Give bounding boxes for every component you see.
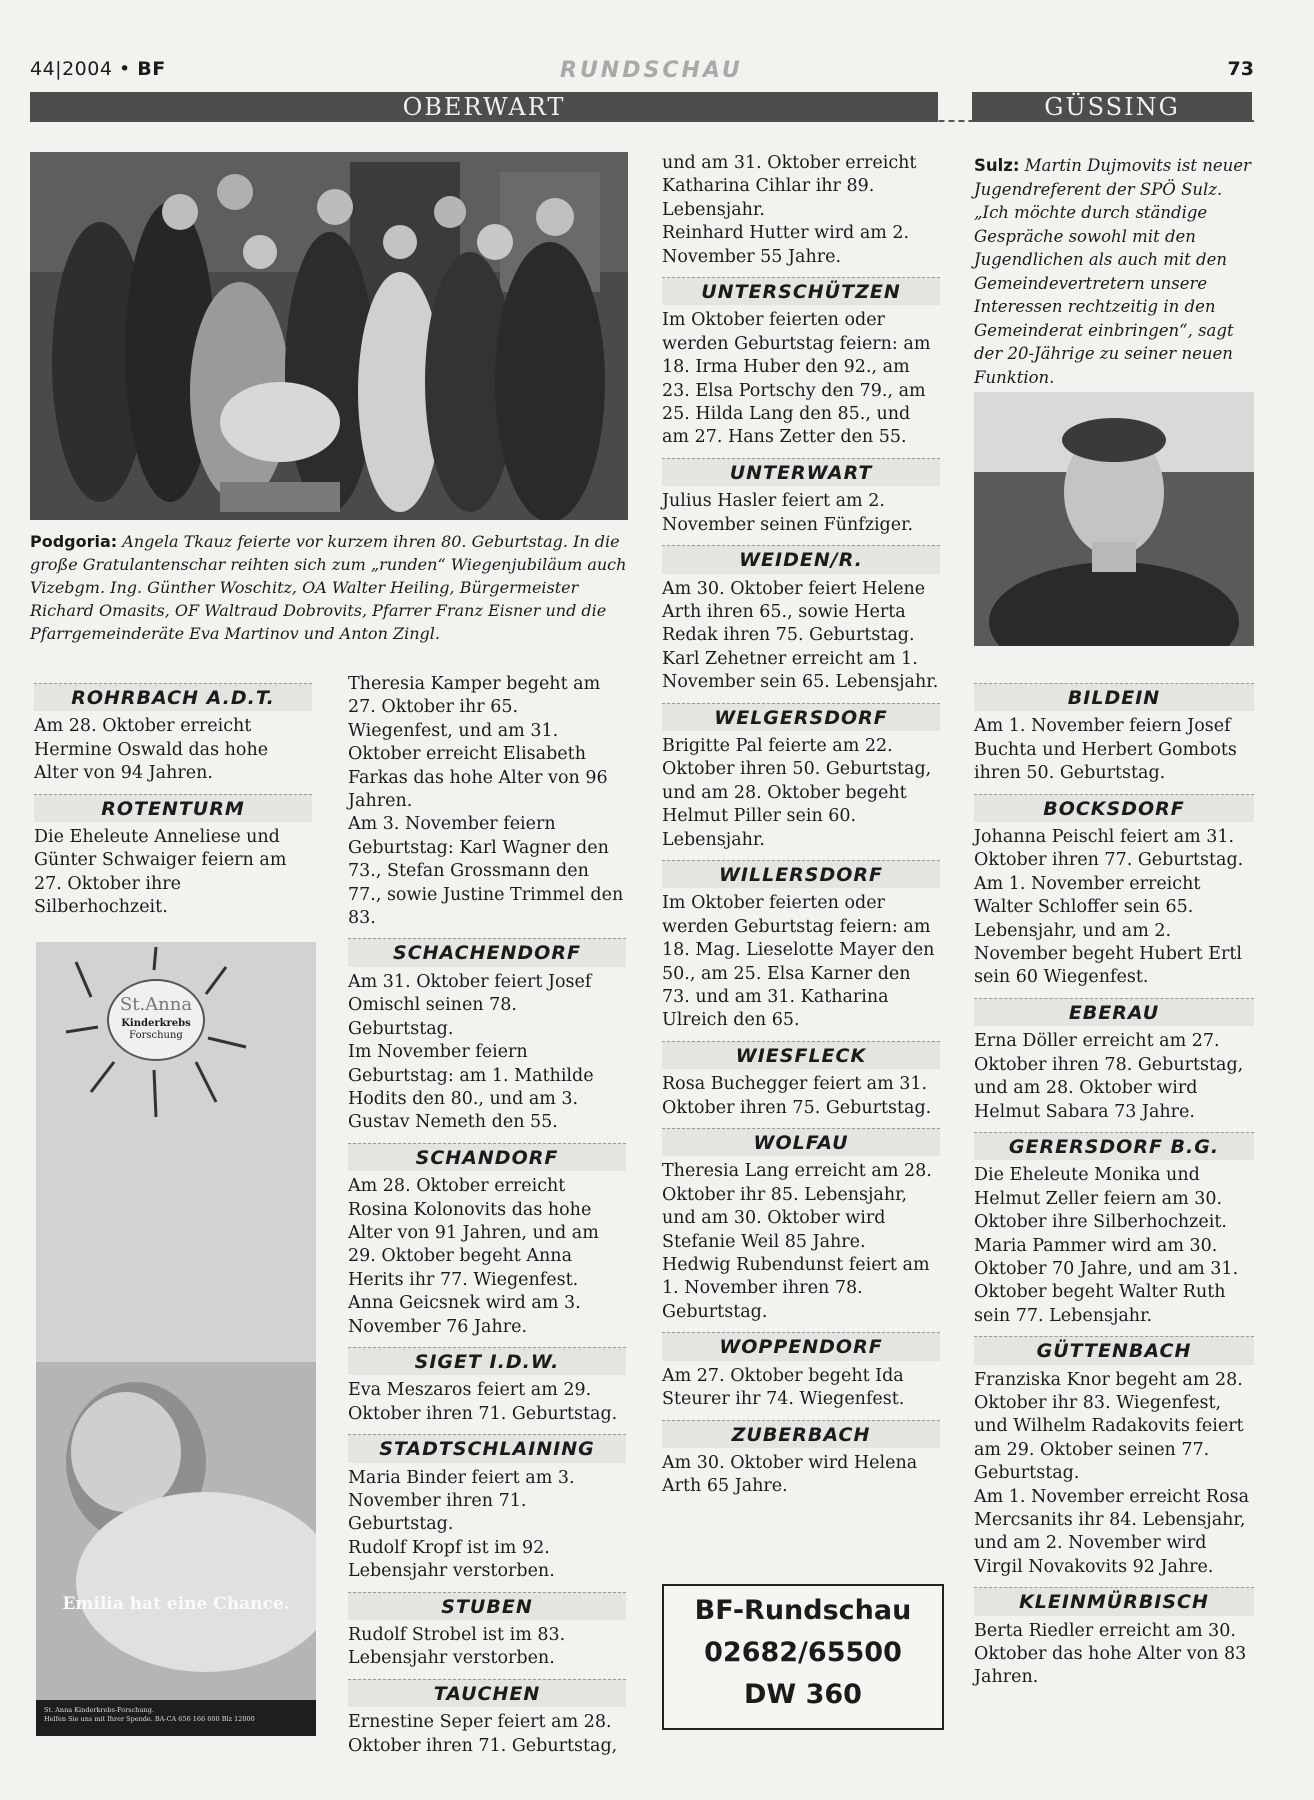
place-text: Am 30. Oktober feiert Helene Arth ihren 65., sowie Herta Redak ihren 75. Geburtstag. [662, 578, 926, 646]
place-text: Am 28. Oktober erreicht Rosina Kolonovits das hohe Alter von 91 Jahren, und am 29. Oktober begeht Anna Herits ihr 77. Wiegenfest. [348, 1176, 599, 1290]
place-heading: BOCKSDORF [974, 794, 1254, 822]
place-heading: EBERAU [974, 998, 1254, 1026]
place-text: Die Eheleute Anneliese und Günter Schwaiger feiern am 27. Oktober ihre Silberhochzeit. [34, 827, 287, 918]
place-text: Franziska Knor begeht am 28. Oktober ihr 83. Wiegenfest, und Wilhelm Radakovits feiert am 29. Oktober seinen 77. Geburtstag. [974, 1369, 1244, 1484]
section-oberwart: OBERWART [30, 92, 938, 122]
place-text: Maria Binder feiert am 3. November ihren 71. Geburtstag. [348, 1467, 575, 1535]
charity-advertisement [36, 942, 316, 1736]
place-heading: ZUBERBACH [662, 1420, 940, 1448]
place-text-2: Karl Zehetner erreicht am 1. November sein 65. Lebensjahr. [662, 648, 939, 693]
portrait-image [974, 392, 1254, 646]
ad-logo-text: St.Anna [119, 994, 193, 1015]
place-text: Die Eheleute Monika und Helmut Zeller feiern am 30. Oktober ihre Silberhochzeit. [974, 1165, 1227, 1233]
ad-image [36, 942, 316, 1736]
place-heading: WELGERSDORF [662, 703, 940, 731]
place-heading: UNTERSCHÜTZEN [662, 277, 940, 305]
rubric-title: RUNDSCHAU [560, 58, 743, 83]
place-heading: KLEINMÜRBISCH [974, 1587, 1254, 1615]
place-heading: SIGET I.D.W. [348, 1347, 626, 1375]
contact-title: BF-Rundschau [694, 1595, 912, 1626]
group-photo-image [30, 152, 628, 520]
place-text: Erna Döller erreicht am 27. Oktober ihren 78. Geburtstag, und am 28. Oktober wird Helmut Sabara 73 Jahre. [974, 1031, 1244, 1122]
caption-text: Angela Tkauz feierte vor kurzem ihren 80. Geburtstag. In die große Gratulantenschar reihten sich zum „runden“ Wiegenjubiläum auch Vizebgm. Ing. Günther Woschitz, OA Walter Heiling, Bürgermeister Richard Omasits, OF Waltraud Dobrovits, Pfarrer Franz Eisner und die Pfarrgemeinderäte Eva Martinov und Anton Zingl. [30, 532, 627, 643]
column-1 [34, 675, 312, 920]
place-text: Julius Hasler feiert am 2. November seinen Fünfziger. [662, 491, 914, 535]
place-heading: WEIDEN/R. [662, 545, 940, 573]
header-bullet: • [118, 58, 131, 80]
ad-logo-sub2: Forschung [129, 1030, 183, 1041]
caption-place: Podgoria: [30, 532, 118, 551]
place-heading: STADTSCHLAINING [348, 1434, 626, 1462]
place-heading: TAUCHEN [348, 1679, 626, 1707]
page-header [30, 58, 1254, 86]
place-text: Ernestine Seper feiert am 28. Oktober ihren 71. Geburtstag, [348, 1712, 618, 1756]
place-text: Am 28. Oktober erreicht Hermine Oswald das hohe Alter von 94 Jahren. [34, 716, 269, 784]
continued-text: und am 31. Oktober erreicht Katharina Cihlar ihr 89. Lebensjahr. [662, 153, 917, 220]
contact-extension: DW 360 [744, 1679, 862, 1710]
ad-slogan: Emilia hat eine Chance. [62, 1594, 290, 1614]
place-text: Berta Riedler erreicht am 30. Oktober das hohe Alter von 83 Jahren. [974, 1620, 1247, 1688]
place-text-2: Am 1. November erreicht Rosa Mercsanits ihr 84. Lebensjahr, und am 2. November wird Virgil Novakovits 92 Jahre. [974, 1486, 1250, 1577]
place-text: Theresia Lang erreicht am 28. Oktober ihr 85. Lebensjahr, und am 30. Oktober wird Stefanie Weil 85 Jahre. [662, 1161, 932, 1252]
place-text: Im Oktober feierten oder werden Geburtstag feiern: am 18. Irma Huber den 92., am 23. Elsa Portschy den 79., am 25. Hilda Lang den 85., und am 27. Hans Zetter den 55. [662, 310, 931, 448]
column-4 [974, 675, 1254, 1690]
place-heading: SCHACHENDORF [348, 938, 626, 966]
ad-fineprint-1: St. Anna Kinderkrebs-Forschung. [44, 1706, 154, 1714]
place-heading: WIESFLECK [662, 1041, 940, 1069]
place-text: Rosa Buchegger feiert am 31. Oktober ihren 75. Geburtstag. [662, 1074, 932, 1118]
publication-name: BF [137, 58, 166, 80]
photo1-caption [30, 530, 628, 645]
place-heading: GERERSDORF B.G. [974, 1132, 1254, 1160]
place-text: Johanna Peischl feiert am 31. Oktober ihren 77. Geburtstag. [974, 827, 1244, 871]
ad-logo-sub1: Kinderkrebs [121, 1018, 191, 1029]
contact-phone: 02682/65500 [704, 1637, 902, 1668]
continued-text: Theresia Kamper begeht am 27. Oktober ihr 65. Wiegenfest, und am 31. Oktober erreicht Elisabeth Farkas das hohe Alter von 96 Jahren. [348, 674, 608, 812]
portrait-photo [974, 392, 1254, 646]
place-text: Eva Meszaros feiert am 29. Oktober ihren 71. Geburtstag. [348, 1380, 618, 1424]
place-text: Am 31. Oktober feiert Josef Omischl seinen 78. Geburtstag. [348, 971, 592, 1039]
place-heading: UNTERWART [662, 458, 940, 486]
group-photo [30, 152, 628, 520]
place-text-2: Maria Pammer wird am 30. Oktober 70 Jahre, und am 31. Oktober begeht Walter Ruth sein 77. Lebensjahr. [974, 1235, 1239, 1326]
caption-text: Martin Dujmovits ist neuer Jugendreferent der SPÖ Sulz. „Ich möchte durch ständige Gespräche sowohl mit den Jugendlichen als auch mit den Gemeindevertretern unsere Interessen rechtzeitig in den Gemeinderat einbringen“, sagt der 20-Jährige zu seiner neuen Funktion. [974, 156, 1251, 387]
section-guessing: GÜSSING [972, 92, 1252, 122]
place-heading: STUBEN [348, 1592, 626, 1620]
column-3 [662, 152, 940, 1499]
place-heading: ROHRBACH A.D.T. [34, 683, 312, 711]
place-text: Rudolf Strobel ist im 83. Lebensjahr verstorben. [348, 1625, 566, 1669]
ad-footer [36, 1700, 316, 1736]
place-text-2: Rudolf Kropf ist im 92. Lebensjahr verstorben. [348, 1537, 555, 1582]
contact-box [662, 1584, 944, 1730]
issue-text: 44|2004 [30, 58, 113, 80]
issue-number [30, 58, 166, 80]
place-heading: ROTENTURM [34, 794, 312, 822]
continued-text-2: Reinhard Hutter wird am 2. November 55 Jahre. [662, 223, 910, 267]
place-text: Brigitte Pal feierte am 22. Oktober ihren 50. Geburtstag, und am 28. Oktober begeht Helmut Piller sein 60. Lebensjahr. [662, 735, 932, 850]
place-text-2: Anna Geicsnek wird am 3. November 76 Jahre. [348, 1293, 581, 1337]
place-text: Am 27. Oktober begeht Ida Steurer ihr 74. Wiegenfest. [662, 1365, 905, 1410]
place-text: Am 1. November feiern Josef Buchta und Herbert Gombots ihren 50. Geburtstag. [974, 716, 1237, 784]
place-text-2: Im November feiern Geburtstag: am 1. Mathilde Hodits den 80., und am 3. Gustav Nemeth den 55. [348, 1042, 594, 1133]
place-heading: BILDEIN [974, 683, 1254, 711]
place-heading: WOLFAU [662, 1128, 940, 1156]
place-text-2: Hedwig Rubendunst feiert am 1. November ihren 78. Geburtstag. [662, 1255, 930, 1322]
column-2 [348, 673, 626, 1758]
place-heading: SCHANDORF [348, 1143, 626, 1171]
ad-fineprint-2: Helfen Sie uns mit Ihrer Spende. BA-CA 656 166 600 Blz 12000 [44, 1715, 255, 1723]
place-text: Am 30. Oktober wird Helena Arth 65 Jahre. [662, 1452, 918, 1497]
place-heading: WILLERSDORF [662, 860, 940, 888]
place-text: Im Oktober feierten oder werden Geburtstag feiern: am 18. Mag. Lieselotte Mayer den 50., am 25. Elsa Karner den 73. und am 31. Katharina Ulreich den 65. [662, 893, 935, 1031]
place-text-2: Am 1. November erreicht Walter Schloffer sein 65. Lebensjahr, und am 2. November begeht Hubert Ertl sein 60 Wiegenfest. [974, 873, 1242, 988]
place-heading: WOPPENDORF [662, 1332, 940, 1360]
page-number: 73 [1227, 58, 1254, 80]
caption-place: Sulz: [974, 156, 1020, 175]
place-heading: GÜTTENBACH [974, 1336, 1254, 1364]
sulz-caption [974, 154, 1254, 389]
continued-text-2: Am 3. November feiern Geburtstag: Karl Wagner den 73., Stefan Grossmann den 77., sowie Justine Trimmel den 83. [348, 814, 624, 929]
